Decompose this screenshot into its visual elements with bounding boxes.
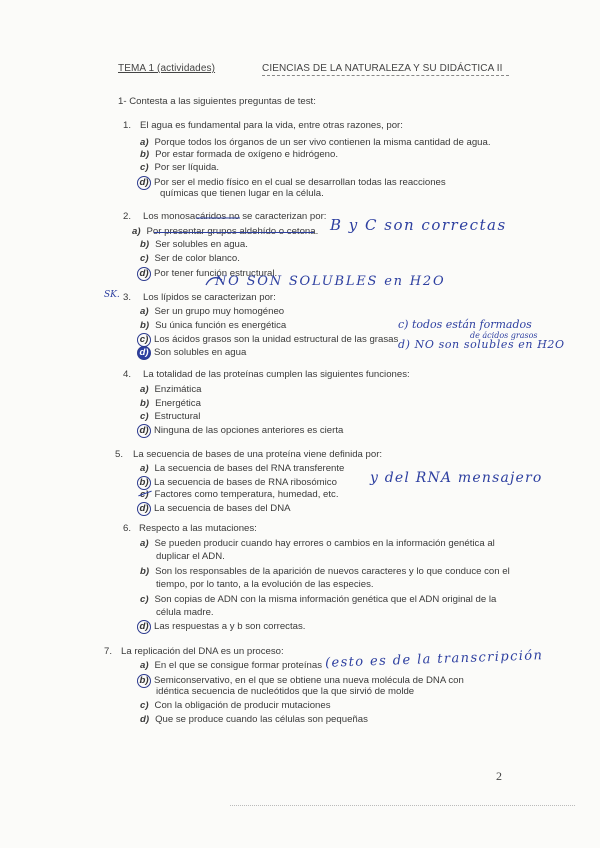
q6-option-a-cont: duplicar el ADN. [156, 551, 225, 562]
handwritten-note: NO SON SOLUBLES en H2O [215, 274, 446, 289]
q7-option-d: d) Que se produce cuando las células son pequeñas [140, 714, 368, 725]
q6-option-c: c) Son copias de ADN con la misma información genética que el ADN original de la [140, 594, 497, 605]
q6-option-b: b) Son los responsables de la aparición de nuevos caracteres y lo que conduce con el [140, 566, 510, 577]
q5-text: La secuencia de bases de una proteína viene definida por: [133, 449, 383, 460]
q5-number: 5. [115, 449, 124, 460]
handwritten-arrow-mark [206, 278, 222, 285]
q5-option-a: a) La secuencia de bases del RNA transferente [140, 463, 345, 474]
handwritten-note: B y C son correctas [330, 216, 507, 234]
q7-option-b: b) Semiconservativo, en el que se obtiene una nueva molécula de DNA con [140, 674, 464, 688]
q6-option-c-cont: célula madre. [156, 607, 214, 618]
q4-option-a: a) Enzimática [140, 384, 202, 395]
handwritten-note: (esto es de la transcripción [324, 648, 544, 671]
q2-number: 2. [123, 211, 132, 222]
q3-option-b: b) Su única función es energética [140, 320, 287, 331]
q1-option-a: a) Porque todos los órganos de un ser vivo contienen la misma cantidad de agua. [140, 137, 491, 148]
answer-circle: d) [137, 620, 151, 634]
answer-circle: d) [137, 176, 151, 190]
answer-circle: b) [137, 674, 151, 688]
q3-number: 3. [123, 292, 132, 303]
answer-circle: d) [137, 424, 151, 438]
q7-option-b-cont: idéntica secuencia de nucleótidos que la que sirvió de molde [156, 686, 415, 697]
answer-circle: d) [137, 267, 151, 281]
handwritten-note: d) NO son solubles en H2O [398, 338, 565, 351]
q3-option-c: c) Los ácidos grasos son la unidad estructural de las grasas [140, 333, 398, 347]
handwritten-note: c) todos están formados [398, 318, 532, 331]
q3-option-d: d) Son solubles en agua [140, 346, 246, 360]
intro-line: 1- Contesta a las siguientes preguntas de test: [118, 96, 316, 107]
q2-option-b: b) Ser solubles en agua. [140, 239, 248, 250]
q4-option-b: b) Energética [140, 398, 201, 409]
q6-option-d: d) Las respuestas a y b son correctas. [140, 620, 305, 634]
q1-number: 1. [123, 120, 132, 131]
q7-option-a: a) En el que se consigue formar proteínas [140, 660, 322, 671]
q1-option-c: c) Por ser líquida. [140, 162, 220, 173]
handwritten-note: de ácidos grasos [470, 331, 538, 340]
q3-text: Los lípidos se caracterizan por: [143, 292, 276, 303]
q5-option-b: b) La secuencia de bases de RNA ribosómico [140, 476, 337, 490]
header-right: CIENCIAS DE LA NATURALEZA Y SU DIDÁCTICA II [262, 63, 503, 74]
q2-option-c: c) Ser de color blanco. [140, 253, 240, 264]
q6-text: Respecto a las mutaciones: [139, 523, 257, 534]
q6-option-b-cont: tiempo, por lo tanto, a la evolución de las especies. [156, 579, 374, 590]
q4-text: La totalidad de las proteínas cumplen las siguientes funciones: [143, 369, 410, 380]
q2-option-d: d) Por tener función estructural. [140, 267, 277, 281]
header-left: TEMA 1 (actividades) [118, 63, 216, 74]
q6-option-a: a) Se pueden producir cuando hay errores o cambios en la información genética al [140, 538, 495, 549]
answer-circle: d) [137, 502, 151, 516]
q7-number: 7. [104, 646, 113, 657]
q2-option-a: a) Por presentar grupos aldehído o cetona. [132, 226, 319, 237]
q1-option-d-cont: químicas que tienen lugar en la célula. [160, 188, 324, 199]
q6-number: 6. [123, 523, 132, 534]
q1-option-b: b) Por estar formada de oxígeno e hidrógeno. [140, 149, 338, 160]
q4-number: 4. [123, 369, 132, 380]
q5-option-d: d) La secuencia de bases del DNA [140, 502, 291, 516]
answer-circle-filled: d) [137, 346, 151, 360]
answer-circle: c) [137, 333, 151, 347]
answer-circle: b) [137, 476, 151, 490]
q1-option-d: d) Por ser el medio físico en el cual se desarrollan todas las reacciones [140, 176, 446, 190]
q2-text: Los monosacáridos no se caracterizan por: [143, 211, 327, 222]
q1-text: El agua es fundamental para la vida, entre otras razones, por: [140, 120, 403, 131]
q4-option-c: c) Estructural [140, 411, 201, 422]
q5-option-c: c) Factores como temperatura, humedad, etc. [140, 489, 339, 500]
page-number: 2 [496, 769, 502, 783]
q7-option-c: c) Con la obligación de producir mutaciones [140, 700, 331, 711]
q7-text: La replicación del DNA es un proceso: [121, 646, 284, 657]
q3-option-a: a) Ser un grupo muy homogéneo [140, 306, 285, 317]
handwritten-note: y del RNA mensajero [370, 470, 543, 486]
q4-option-d: d) Ninguna de las opciones anteriores es cierta [140, 424, 343, 438]
handwritten-prefix: SK. [104, 290, 120, 300]
